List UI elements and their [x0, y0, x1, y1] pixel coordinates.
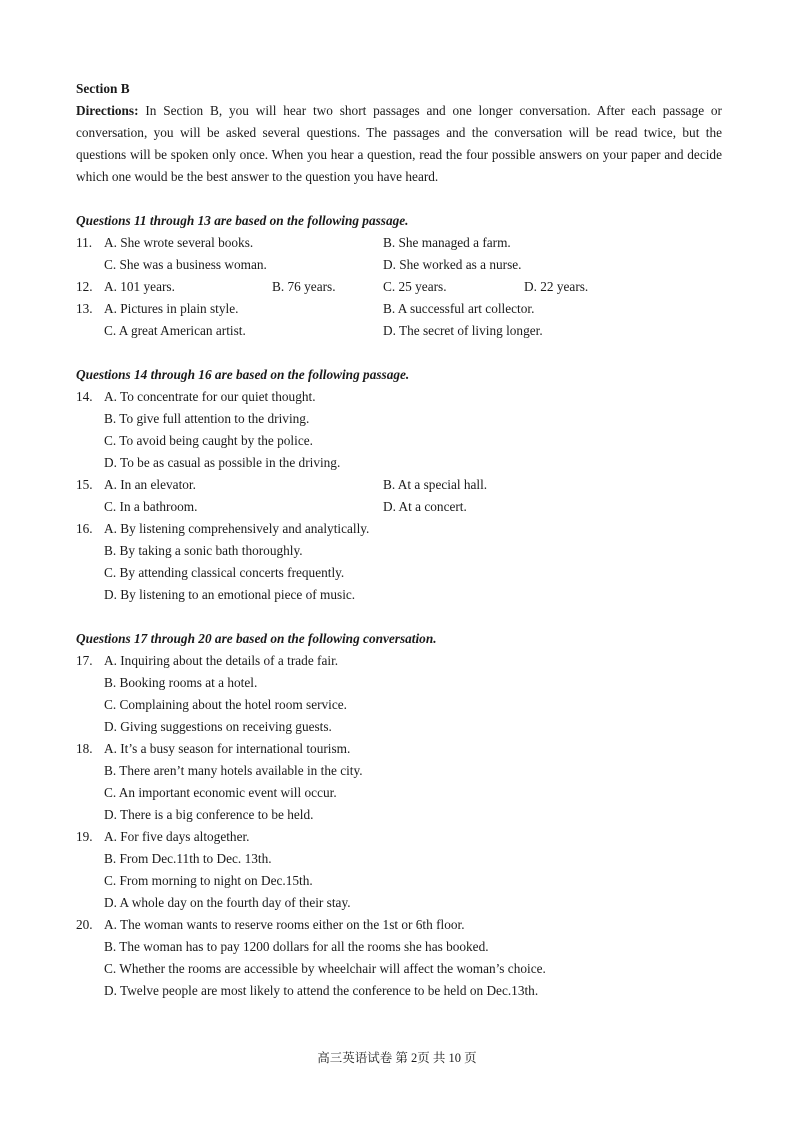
- exam-page: [76, 78, 722, 1002]
- option-d: D. To be as casual as possible in the driving.: [104, 455, 341, 470]
- option-a: A. Inquiring about the details of a trade fair.: [104, 653, 339, 668]
- option-b: B. There aren’t many hotels available in the city.: [104, 763, 363, 778]
- option-b: B. Booking rooms at a hotel.: [104, 675, 258, 690]
- option-d: D. A whole day on the fourth day of their stay.: [104, 895, 351, 910]
- option-b: B. From Dec.11th to Dec. 13th.: [104, 851, 272, 866]
- question-number: 19.: [76, 829, 93, 844]
- option-b: B. She managed a farm.: [383, 235, 511, 250]
- option-c: C. She was a business woman.: [104, 257, 267, 272]
- question-13-row-2: [76, 320, 722, 342]
- question-number: 11.: [76, 235, 93, 250]
- question-number: 12.: [76, 279, 93, 294]
- question-19-row-1: [76, 826, 722, 848]
- directions: [76, 100, 722, 188]
- question-18-row-2: [76, 760, 722, 782]
- question-number: 14.: [76, 389, 93, 404]
- option-c: C. A great American artist.: [104, 323, 246, 338]
- option-b: B. The woman has to pay 1200 dollars for all the rooms she has booked.: [104, 939, 489, 954]
- option-a: A. The woman wants to reserve rooms either on the 1st or 6th floor.: [104, 917, 465, 932]
- question-20-row-4: [76, 980, 722, 1002]
- question-number: 16.: [76, 521, 93, 536]
- question-14-row-3: [76, 430, 722, 452]
- question-number: 17.: [76, 653, 93, 668]
- option-c: C. Complaining about the hotel room service.: [104, 697, 347, 712]
- option-a: A. It’s a busy season for international tourism.: [104, 741, 351, 756]
- option-d: D. Giving suggestions on receiving guests.: [104, 719, 332, 734]
- option-d: D. At a concert.: [383, 499, 467, 514]
- option-d: D. Twelve people are most likely to attend the conference to be held on Dec.13th.: [104, 983, 539, 998]
- question-19-row-3: [76, 870, 722, 892]
- question-19-row-2: [76, 848, 722, 870]
- option-c: C. From morning to night on Dec.15th.: [104, 873, 313, 888]
- option-d: D. The secret of living longer.: [383, 323, 543, 338]
- question-18-row-4: [76, 804, 722, 826]
- option-a: A. To concentrate for our quiet thought.: [104, 389, 316, 404]
- question-17-row-2: [76, 672, 722, 694]
- option-d: D. There is a big conference to be held.: [104, 807, 314, 822]
- section-title: Section B: [76, 81, 130, 96]
- question-11-row-2: [76, 254, 722, 276]
- group-heading: Questions 11 through 13 are based on the following passage.: [76, 213, 409, 228]
- option-d: D. 22 years.: [524, 279, 589, 294]
- question-20-row-2: [76, 936, 722, 958]
- option-d: D. She worked as a nurse.: [383, 257, 522, 272]
- question-16-row-2: [76, 540, 722, 562]
- option-c: C. Whether the rooms are accessible by wheelchair will affect the woman’s choice.: [104, 961, 546, 976]
- question-number: 15.: [76, 477, 93, 492]
- page-footer: 高三英语试卷 第 2页 共 10 页: [317, 1051, 477, 1065]
- option-c: C. In a bathroom.: [104, 499, 198, 514]
- option-a: A. She wrote several books.: [104, 235, 254, 250]
- question-16-row-4: [76, 584, 722, 606]
- question-12-row: [76, 276, 722, 298]
- directions-text: In Section B, you will hear two short passages and one longer conversation. After each passage or conversation, you will be asked several questions. The passages and the conversation will be read twice, but the questions will be spoken only once. When you hear a question, read the four possible answers on your paper and decide which one would be the best answer to the question you have heard.: [76, 103, 722, 184]
- question-17-row-4: [76, 716, 722, 738]
- question-17-row-1: [76, 650, 722, 672]
- option-b: B. By taking a sonic bath thoroughly.: [104, 543, 303, 558]
- option-b: B. To give full attention to the driving.: [104, 411, 310, 426]
- question-13-row-1: [76, 298, 722, 320]
- question-15-row-2: [76, 496, 722, 518]
- question-14-row-4: [76, 452, 722, 474]
- option-c: C. To avoid being caught by the police.: [104, 433, 313, 448]
- directions-label: Directions:: [76, 103, 139, 118]
- question-14-row-2: [76, 408, 722, 430]
- question-number: 13.: [76, 301, 93, 316]
- question-20-row-1: [76, 914, 722, 936]
- question-16-row-1: [76, 518, 722, 540]
- question-20-row-3: [76, 958, 722, 980]
- option-b: B. 76 years.: [272, 279, 336, 294]
- option-a: A. 101 years.: [104, 279, 175, 294]
- question-18-row-3: [76, 782, 722, 804]
- option-c: C. An important economic event will occur.: [104, 785, 337, 800]
- option-a: A. By listening comprehensively and analytically.: [104, 521, 370, 536]
- question-17-row-3: [76, 694, 722, 716]
- group-heading: Questions 17 through 20 are based on the following conversation.: [76, 631, 437, 646]
- option-b: B. A successful art collector.: [383, 301, 535, 316]
- question-16-row-3: [76, 562, 722, 584]
- group-heading: Questions 14 through 16 are based on the following passage.: [76, 367, 410, 382]
- question-15-row-1: [76, 474, 722, 496]
- question-14-row-1: [76, 386, 722, 408]
- option-c: C. 25 years.: [383, 279, 447, 294]
- option-a: A. In an elevator.: [104, 477, 196, 492]
- question-19-row-4: [76, 892, 722, 914]
- question-11-row-1: [76, 232, 722, 254]
- question-18-row-1: [76, 738, 722, 760]
- option-c: C. By attending classical concerts frequently.: [104, 565, 345, 580]
- option-a: A. Pictures in plain style.: [104, 301, 239, 316]
- option-d: D. By listening to an emotional piece of music.: [104, 587, 356, 602]
- question-number: 20.: [76, 917, 93, 932]
- option-a: A. For five days altogether.: [104, 829, 250, 844]
- question-number: 18.: [76, 741, 93, 756]
- option-b: B. At a special hall.: [383, 477, 488, 492]
